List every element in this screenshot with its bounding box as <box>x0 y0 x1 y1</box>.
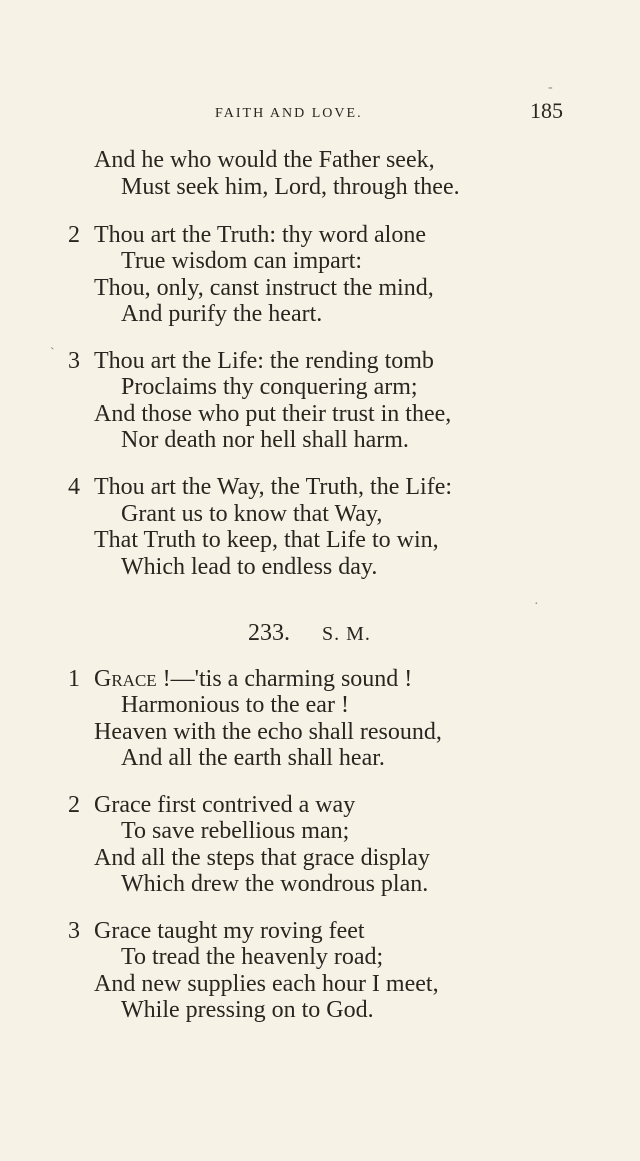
verse-line: Nor death nor hell shall harm. <box>121 427 409 453</box>
verse-line: And new supplies each hour I meet, <box>94 971 439 997</box>
verse-line: True wisdom can impart: <box>121 248 363 274</box>
hymn-heading <box>0 620 640 650</box>
verse-line: Grace first contrived a way <box>94 792 356 818</box>
verse-line: Heaven with the echo shall resound, <box>94 719 442 745</box>
verse-line: And all the earth shall hear. <box>121 745 385 771</box>
verse-line: To save rebellious man; <box>121 818 350 844</box>
stanza-number: 2 <box>68 222 80 248</box>
verse-line: And those who put their trust in thee, <box>94 401 452 427</box>
running-head: FAITH AND LOVE. <box>215 106 363 121</box>
verse-line: Thou art the Life: the rending tomb <box>94 348 434 374</box>
stanza-number: 1 <box>68 666 80 692</box>
verse-line: That Truth to keep, that Life to win, <box>94 527 439 553</box>
verse-line: Must seek him, Lord, through thee. <box>121 174 460 200</box>
verse-line: Harmonious to the ear ! <box>121 692 349 718</box>
verse-line: While pressing on to God. <box>121 997 374 1023</box>
verse-line: Proclaims thy conquering arm; <box>121 374 418 400</box>
page-header <box>0 98 640 128</box>
verse-line: Thou art the Way, the Truth, the Life: <box>94 474 453 500</box>
verse-line-rest: !—'tis a charming sound ! <box>156 666 413 692</box>
stanza-number: 4 <box>68 474 80 500</box>
hymn-meter: S. M. <box>322 623 371 645</box>
print-speck: · <box>534 597 539 612</box>
first-word: Grace <box>94 666 157 692</box>
hymn-number: 233. <box>248 620 290 646</box>
verse-line: And he who would the Father seek, <box>94 147 435 173</box>
verse-line: Which lead to endless day. <box>121 554 378 580</box>
verse-line <box>94 665 412 693</box>
verse-line: Thou art the Truth: thy word alone <box>94 222 426 248</box>
verse-line: To tread the heavenly road; <box>121 944 384 970</box>
verse-line: And all the steps that grace display <box>94 845 430 871</box>
verse-line: Grant us to know that Way, <box>121 501 383 527</box>
print-speck: - <box>548 80 553 95</box>
stanza-number: 3 <box>68 918 80 944</box>
verse-line: And purify the heart. <box>121 301 323 327</box>
verse-line: Grace taught my roving feet <box>94 918 365 944</box>
verse-line: Which drew the wondrous plan. <box>121 871 429 897</box>
print-speck: ` <box>50 346 55 361</box>
stanza-number: 2 <box>68 792 80 818</box>
page-number: 185 <box>530 98 563 123</box>
stanza-number: 3 <box>68 348 80 374</box>
verse-line: Thou, only, canst instruct the mind, <box>94 275 434 301</box>
